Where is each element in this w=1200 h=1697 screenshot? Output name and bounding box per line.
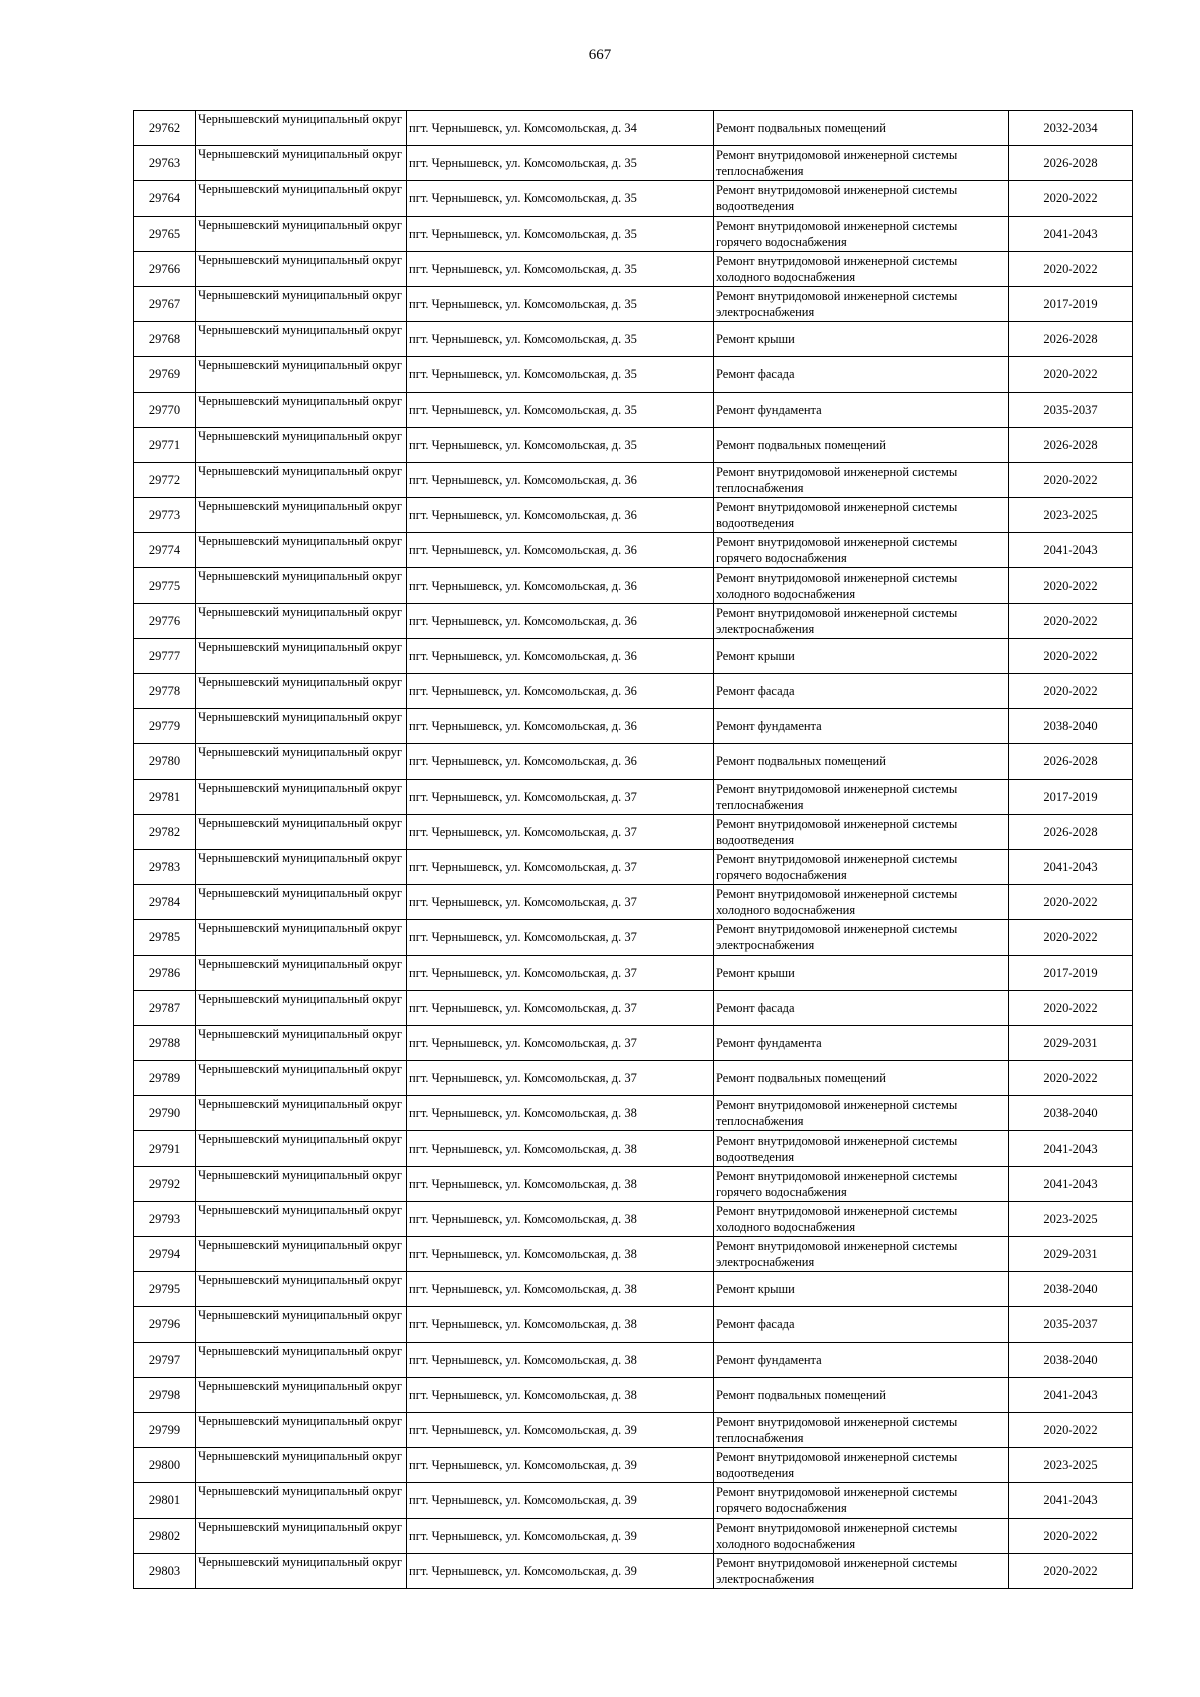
work-type-cell: Ремонт внутридомовой инженерной системы электроснабжения xyxy=(714,1237,1009,1272)
work-type-cell: Ремонт внутридомовой инженерной системы электроснабжения xyxy=(714,920,1009,955)
municipality-cell: Чернышевский муниципальный округ xyxy=(196,779,407,814)
work-type-cell: Ремонт крыши xyxy=(714,638,1009,673)
row-number: 29774 xyxy=(134,533,196,568)
address-cell: пгт. Чернышевск, ул. Комсомольская, д. 35 xyxy=(407,216,714,251)
period-cell: 2020-2022 xyxy=(1009,357,1133,392)
address-cell: пгт. Чернышевск, ул. Комсомольская, д. 35 xyxy=(407,427,714,462)
work-type-cell: Ремонт внутридомовой инженерной системы горячего водоснабжения xyxy=(714,849,1009,884)
table-row xyxy=(134,674,1133,709)
table-row xyxy=(134,955,1133,990)
period-cell: 2038-2040 xyxy=(1009,1096,1133,1131)
address-cell: пгт. Чернышевск, ул. Комсомольская, д. 35 xyxy=(407,357,714,392)
address-cell: пгт. Чернышевск, ул. Комсомольская, д. 37 xyxy=(407,955,714,990)
table-row xyxy=(134,603,1133,638)
work-type-cell: Ремонт подвальных помещений xyxy=(714,744,1009,779)
period-cell: 2020-2022 xyxy=(1009,1553,1133,1588)
table-row xyxy=(134,1553,1133,1588)
table-row xyxy=(134,462,1133,497)
address-cell: пгт. Чернышевск, ул. Комсомольская, д. 36 xyxy=(407,674,714,709)
table-row xyxy=(134,1518,1133,1553)
municipality-cell: Чернышевский муниципальный округ xyxy=(196,1342,407,1377)
address-cell: пгт. Чернышевск, ул. Комсомольская, д. 38 xyxy=(407,1131,714,1166)
table-row xyxy=(134,1412,1133,1447)
table-row xyxy=(134,1307,1133,1342)
row-number: 29788 xyxy=(134,1025,196,1060)
table-row xyxy=(134,146,1133,181)
municipality-cell: Чернышевский муниципальный округ xyxy=(196,920,407,955)
address-cell: пгт. Чернышевск, ул. Комсомольская, д. 38 xyxy=(407,1237,714,1272)
municipality-cell: Чернышевский муниципальный округ xyxy=(196,674,407,709)
work-type-cell: Ремонт внутридомовой инженерной системы электроснабжения xyxy=(714,286,1009,321)
work-type-cell: Ремонт фасада xyxy=(714,357,1009,392)
row-number: 29802 xyxy=(134,1518,196,1553)
address-cell: пгт. Чернышевск, ул. Комсомольская, д. 35 xyxy=(407,392,714,427)
table-row xyxy=(134,1061,1133,1096)
period-cell: 2020-2022 xyxy=(1009,1518,1133,1553)
table-row xyxy=(134,1166,1133,1201)
work-type-cell: Ремонт внутридомовой инженерной системы водоотведения xyxy=(714,498,1009,533)
table-row xyxy=(134,638,1133,673)
municipality-cell: Чернышевский муниципальный округ xyxy=(196,286,407,321)
period-cell: 2026-2028 xyxy=(1009,146,1133,181)
address-cell: пгт. Чернышевск, ул. Комсомольская, д. 37 xyxy=(407,1025,714,1060)
municipality-cell: Чернышевский муниципальный округ xyxy=(196,111,407,146)
row-number: 29783 xyxy=(134,849,196,884)
municipality-cell: Чернышевский муниципальный округ xyxy=(196,955,407,990)
work-type-cell: Ремонт внутридомовой инженерной системы холодного водоснабжения xyxy=(714,885,1009,920)
row-number: 29766 xyxy=(134,251,196,286)
table-row xyxy=(134,216,1133,251)
table-row xyxy=(134,1377,1133,1412)
municipality-cell: Чернышевский муниципальный округ xyxy=(196,744,407,779)
row-number: 29773 xyxy=(134,498,196,533)
address-cell: пгт. Чернышевск, ул. Комсомольская, д. 37 xyxy=(407,990,714,1025)
row-number: 29793 xyxy=(134,1201,196,1236)
period-cell: 2038-2040 xyxy=(1009,709,1133,744)
work-type-cell: Ремонт внутридомовой инженерной системы электроснабжения xyxy=(714,603,1009,638)
period-cell: 2023-2025 xyxy=(1009,1448,1133,1483)
work-type-cell: Ремонт внутридомовой инженерной системы теплоснабжения xyxy=(714,1412,1009,1447)
period-cell: 2041-2043 xyxy=(1009,1131,1133,1166)
table-row xyxy=(134,427,1133,462)
work-type-cell: Ремонт внутридомовой инженерной системы холодного водоснабжения xyxy=(714,1518,1009,1553)
work-type-cell: Ремонт фундамента xyxy=(714,392,1009,427)
address-cell: пгт. Чернышевск, ул. Комсомольская, д. 38 xyxy=(407,1377,714,1412)
address-cell: пгт. Чернышевск, ул. Комсомольская, д. 39 xyxy=(407,1518,714,1553)
period-cell: 2029-2031 xyxy=(1009,1025,1133,1060)
table-row xyxy=(134,779,1133,814)
address-cell: пгт. Чернышевск, ул. Комсомольская, д. 36 xyxy=(407,638,714,673)
address-cell: пгт. Чернышевск, ул. Комсомольская, д. 37 xyxy=(407,849,714,884)
municipality-cell: Чернышевский муниципальный округ xyxy=(196,1483,407,1518)
row-number: 29784 xyxy=(134,885,196,920)
work-type-cell: Ремонт фундамента xyxy=(714,709,1009,744)
work-type-cell: Ремонт подвальных помещений xyxy=(714,1377,1009,1412)
table-row xyxy=(134,1342,1133,1377)
municipality-cell: Чернышевский муниципальный округ xyxy=(196,392,407,427)
municipality-cell: Чернышевский муниципальный округ xyxy=(196,1448,407,1483)
address-cell: пгт. Чернышевск, ул. Комсомольская, д. 36 xyxy=(407,462,714,497)
table-row xyxy=(134,1483,1133,1518)
table-row xyxy=(134,392,1133,427)
address-cell: пгт. Чернышевск, ул. Комсомольская, д. 35 xyxy=(407,146,714,181)
table-row xyxy=(134,1448,1133,1483)
municipality-cell: Чернышевский муниципальный округ xyxy=(196,709,407,744)
row-number: 29772 xyxy=(134,462,196,497)
row-number: 29780 xyxy=(134,744,196,779)
row-number: 29781 xyxy=(134,779,196,814)
work-type-cell: Ремонт фасада xyxy=(714,1307,1009,1342)
row-number: 29764 xyxy=(134,181,196,216)
municipality-cell: Чернышевский муниципальный округ xyxy=(196,322,407,357)
address-cell: пгт. Чернышевск, ул. Комсомольская, д. 38 xyxy=(407,1166,714,1201)
address-cell: пгт. Чернышевск, ул. Комсомольская, д. 39 xyxy=(407,1553,714,1588)
table-row xyxy=(134,990,1133,1025)
municipality-cell: Чернышевский муниципальный округ xyxy=(196,1096,407,1131)
municipality-cell: Чернышевский муниципальный округ xyxy=(196,1553,407,1588)
table-row xyxy=(134,920,1133,955)
table-row xyxy=(134,1131,1133,1166)
period-cell: 2041-2043 xyxy=(1009,216,1133,251)
period-cell: 2038-2040 xyxy=(1009,1342,1133,1377)
municipality-cell: Чернышевский муниципальный округ xyxy=(196,1272,407,1307)
table-row xyxy=(134,1096,1133,1131)
period-cell: 2035-2037 xyxy=(1009,1307,1133,1342)
address-cell: пгт. Чернышевск, ул. Комсомольская, д. 38 xyxy=(407,1201,714,1236)
municipality-cell: Чернышевский муниципальный округ xyxy=(196,1061,407,1096)
work-type-cell: Ремонт внутридомовой инженерной системы электроснабжения xyxy=(714,1553,1009,1588)
municipality-cell: Чернышевский муниципальный округ xyxy=(196,990,407,1025)
period-cell: 2032-2034 xyxy=(1009,111,1133,146)
row-number: 29792 xyxy=(134,1166,196,1201)
table-row xyxy=(134,286,1133,321)
period-cell: 2020-2022 xyxy=(1009,920,1133,955)
period-cell: 2041-2043 xyxy=(1009,533,1133,568)
table-row xyxy=(134,1272,1133,1307)
address-cell: пгт. Чернышевск, ул. Комсомольская, д. 37 xyxy=(407,1061,714,1096)
municipality-cell: Чернышевский муниципальный округ xyxy=(196,1518,407,1553)
municipality-cell: Чернышевский муниципальный округ xyxy=(196,638,407,673)
work-type-cell: Ремонт внутридомовой инженерной системы водоотведения xyxy=(714,814,1009,849)
row-number: 29777 xyxy=(134,638,196,673)
period-cell: 2041-2043 xyxy=(1009,1377,1133,1412)
municipality-cell: Чернышевский муниципальный округ xyxy=(196,146,407,181)
address-cell: пгт. Чернышевск, ул. Комсомольская, д. 36 xyxy=(407,533,714,568)
row-number: 29770 xyxy=(134,392,196,427)
table-row xyxy=(134,357,1133,392)
period-cell: 2017-2019 xyxy=(1009,286,1133,321)
address-cell: пгт. Чернышевск, ул. Комсомольская, д. 39 xyxy=(407,1412,714,1447)
address-cell: пгт. Чернышевск, ул. Комсомольская, д. 35 xyxy=(407,181,714,216)
address-cell: пгт. Чернышевск, ул. Комсомольская, д. 36 xyxy=(407,709,714,744)
row-number: 29795 xyxy=(134,1272,196,1307)
period-cell: 2020-2022 xyxy=(1009,568,1133,603)
address-cell: пгт. Чернышевск, ул. Комсомольская, д. 36 xyxy=(407,744,714,779)
period-cell: 2020-2022 xyxy=(1009,1412,1133,1447)
period-cell: 2023-2025 xyxy=(1009,1201,1133,1236)
row-number: 29779 xyxy=(134,709,196,744)
period-cell: 2020-2022 xyxy=(1009,462,1133,497)
row-number: 29763 xyxy=(134,146,196,181)
municipality-cell: Чернышевский муниципальный округ xyxy=(196,357,407,392)
municipality-cell: Чернышевский муниципальный округ xyxy=(196,1377,407,1412)
table-row xyxy=(134,498,1133,533)
period-cell: 2029-2031 xyxy=(1009,1237,1133,1272)
work-type-cell: Ремонт внутридомовой инженерной системы горячего водоснабжения xyxy=(714,216,1009,251)
municipality-cell: Чернышевский муниципальный округ xyxy=(196,1131,407,1166)
period-cell: 2020-2022 xyxy=(1009,181,1133,216)
row-number: 29799 xyxy=(134,1412,196,1447)
period-cell: 2017-2019 xyxy=(1009,779,1133,814)
work-type-cell: Ремонт внутридомовой инженерной системы водоотведения xyxy=(714,1131,1009,1166)
work-type-cell: Ремонт фундамента xyxy=(714,1342,1009,1377)
table-body xyxy=(134,111,1133,1589)
period-cell: 2026-2028 xyxy=(1009,322,1133,357)
work-type-cell: Ремонт внутридомовой инженерной системы теплоснабжения xyxy=(714,1096,1009,1131)
municipality-cell: Чернышевский муниципальный округ xyxy=(196,1201,407,1236)
period-cell: 2020-2022 xyxy=(1009,251,1133,286)
row-number: 29791 xyxy=(134,1131,196,1166)
work-type-cell: Ремонт внутридомовой инженерной системы водоотведения xyxy=(714,181,1009,216)
row-number: 29798 xyxy=(134,1377,196,1412)
address-cell: пгт. Чернышевск, ул. Комсомольская, д. 34 xyxy=(407,111,714,146)
period-cell: 2020-2022 xyxy=(1009,1061,1133,1096)
municipality-cell: Чернышевский муниципальный округ xyxy=(196,427,407,462)
row-number: 29790 xyxy=(134,1096,196,1131)
work-type-cell: Ремонт крыши xyxy=(714,322,1009,357)
period-cell: 2041-2043 xyxy=(1009,1483,1133,1518)
row-number: 29769 xyxy=(134,357,196,392)
work-type-cell: Ремонт фундамента xyxy=(714,1025,1009,1060)
work-type-cell: Ремонт фасада xyxy=(714,990,1009,1025)
municipality-cell: Чернышевский муниципальный округ xyxy=(196,1307,407,1342)
row-number: 29765 xyxy=(134,216,196,251)
address-cell: пгт. Чернышевск, ул. Комсомольская, д. 36 xyxy=(407,498,714,533)
table-row xyxy=(134,533,1133,568)
period-cell: 2038-2040 xyxy=(1009,1272,1133,1307)
address-cell: пгт. Чернышевск, ул. Комсомольская, д. 37 xyxy=(407,779,714,814)
address-cell: пгт. Чернышевск, ул. Комсомольская, д. 38 xyxy=(407,1342,714,1377)
address-cell: пгт. Чернышевск, ул. Комсомольская, д. 35 xyxy=(407,286,714,321)
row-number: 29767 xyxy=(134,286,196,321)
municipality-cell: Чернышевский муниципальный округ xyxy=(196,603,407,638)
address-cell: пгт. Чернышевск, ул. Комсомольская, д. 37 xyxy=(407,920,714,955)
address-cell: пгт. Чернышевск, ул. Комсомольская, д. 38 xyxy=(407,1096,714,1131)
period-cell: 2020-2022 xyxy=(1009,674,1133,709)
table-row xyxy=(134,849,1133,884)
row-number: 29775 xyxy=(134,568,196,603)
work-type-cell: Ремонт подвальных помещений xyxy=(714,1061,1009,1096)
work-type-cell: Ремонт подвальных помещений xyxy=(714,111,1009,146)
period-cell: 2026-2028 xyxy=(1009,744,1133,779)
work-type-cell: Ремонт внутридомовой инженерной системы холодного водоснабжения xyxy=(714,1201,1009,1236)
municipality-cell: Чернышевский муниципальный округ xyxy=(196,849,407,884)
municipality-cell: Чернышевский муниципальный округ xyxy=(196,462,407,497)
row-number: 29786 xyxy=(134,955,196,990)
row-number: 29800 xyxy=(134,1448,196,1483)
row-number: 29787 xyxy=(134,990,196,1025)
row-number: 29762 xyxy=(134,111,196,146)
table-row xyxy=(134,251,1133,286)
row-number: 29803 xyxy=(134,1553,196,1588)
table-row xyxy=(134,814,1133,849)
address-cell: пгт. Чернышевск, ул. Комсомольская, д. 37 xyxy=(407,885,714,920)
table-row xyxy=(134,885,1133,920)
work-type-cell: Ремонт внутридомовой инженерной системы теплоснабжения xyxy=(714,779,1009,814)
address-cell: пгт. Чернышевск, ул. Комсомольская, д. 35 xyxy=(407,322,714,357)
row-number: 29771 xyxy=(134,427,196,462)
work-type-cell: Ремонт внутридомовой инженерной системы холодного водоснабжения xyxy=(714,568,1009,603)
period-cell: 2020-2022 xyxy=(1009,885,1133,920)
work-type-cell: Ремонт крыши xyxy=(714,955,1009,990)
work-type-cell: Ремонт крыши xyxy=(714,1272,1009,1307)
period-cell: 2035-2037 xyxy=(1009,392,1133,427)
page-number: 667 xyxy=(588,47,612,63)
municipality-cell: Чернышевский муниципальный округ xyxy=(196,814,407,849)
table-row xyxy=(134,744,1133,779)
address-cell: пгт. Чернышевск, ул. Комсомольская, д. 38 xyxy=(407,1307,714,1342)
period-cell: 2020-2022 xyxy=(1009,638,1133,673)
table-row xyxy=(134,181,1133,216)
work-type-cell: Ремонт внутридомовой инженерной системы холодного водоснабжения xyxy=(714,251,1009,286)
municipality-cell: Чернышевский муниципальный округ xyxy=(196,568,407,603)
period-cell: 2017-2019 xyxy=(1009,955,1133,990)
work-type-cell: Ремонт внутридомовой инженерной системы горячего водоснабжения xyxy=(714,1166,1009,1201)
row-number: 29796 xyxy=(134,1307,196,1342)
municipality-cell: Чернышевский муниципальный округ xyxy=(196,1237,407,1272)
row-number: 29778 xyxy=(134,674,196,709)
row-number: 29789 xyxy=(134,1061,196,1096)
period-cell: 2026-2028 xyxy=(1009,814,1133,849)
municipality-cell: Чернышевский муниципальный округ xyxy=(196,1166,407,1201)
row-number: 29797 xyxy=(134,1342,196,1377)
period-cell: 2026-2028 xyxy=(1009,427,1133,462)
table-row xyxy=(134,322,1133,357)
work-type-cell: Ремонт внутридомовой инженерной системы горячего водоснабжения xyxy=(714,533,1009,568)
table-row xyxy=(134,1201,1133,1236)
address-cell: пгт. Чернышевск, ул. Комсомольская, д. 37 xyxy=(407,814,714,849)
table-row xyxy=(134,1237,1133,1272)
municipality-cell: Чернышевский муниципальный округ xyxy=(196,1412,407,1447)
municipality-cell: Чернышевский муниципальный округ xyxy=(196,181,407,216)
table-row xyxy=(134,1025,1133,1060)
work-type-cell: Ремонт внутридомовой инженерной системы горячего водоснабжения xyxy=(714,1483,1009,1518)
period-cell: 2020-2022 xyxy=(1009,603,1133,638)
work-type-cell: Ремонт подвальных помещений xyxy=(714,427,1009,462)
period-cell: 2041-2043 xyxy=(1009,1166,1133,1201)
work-type-cell: Ремонт внутридомовой инженерной системы теплоснабжения xyxy=(714,146,1009,181)
municipality-cell: Чернышевский муниципальный округ xyxy=(196,498,407,533)
repair-schedule-table xyxy=(133,110,1133,1589)
work-type-cell: Ремонт внутридомовой инженерной системы теплоснабжения xyxy=(714,462,1009,497)
period-cell: 2023-2025 xyxy=(1009,498,1133,533)
row-number: 29782 xyxy=(134,814,196,849)
address-cell: пгт. Чернышевск, ул. Комсомольская, д. 36 xyxy=(407,603,714,638)
address-cell: пгт. Чернышевск, ул. Комсомольская, д. 39 xyxy=(407,1483,714,1518)
work-type-cell: Ремонт фасада xyxy=(714,674,1009,709)
period-cell: 2041-2043 xyxy=(1009,849,1133,884)
address-cell: пгт. Чернышевск, ул. Комсомольская, д. 39 xyxy=(407,1448,714,1483)
municipality-cell: Чернышевский муниципальный округ xyxy=(196,1025,407,1060)
period-cell: 2020-2022 xyxy=(1009,990,1133,1025)
address-cell: пгт. Чернышевск, ул. Комсомольская, д. 36 xyxy=(407,568,714,603)
municipality-cell: Чернышевский муниципальный округ xyxy=(196,885,407,920)
municipality-cell: Чернышевский муниципальный округ xyxy=(196,533,407,568)
work-type-cell: Ремонт внутридомовой инженерной системы водоотведения xyxy=(714,1448,1009,1483)
municipality-cell: Чернышевский муниципальный округ xyxy=(196,216,407,251)
row-number: 29785 xyxy=(134,920,196,955)
address-cell: пгт. Чернышевск, ул. Комсомольская, д. 38 xyxy=(407,1272,714,1307)
address-cell: пгт. Чернышевск, ул. Комсомольская, д. 35 xyxy=(407,251,714,286)
row-number: 29794 xyxy=(134,1237,196,1272)
row-number: 29768 xyxy=(134,322,196,357)
table-row xyxy=(134,568,1133,603)
row-number: 29801 xyxy=(134,1483,196,1518)
table-row xyxy=(134,111,1133,146)
municipality-cell: Чернышевский муниципальный округ xyxy=(196,251,407,286)
table-row xyxy=(134,709,1133,744)
row-number: 29776 xyxy=(134,603,196,638)
